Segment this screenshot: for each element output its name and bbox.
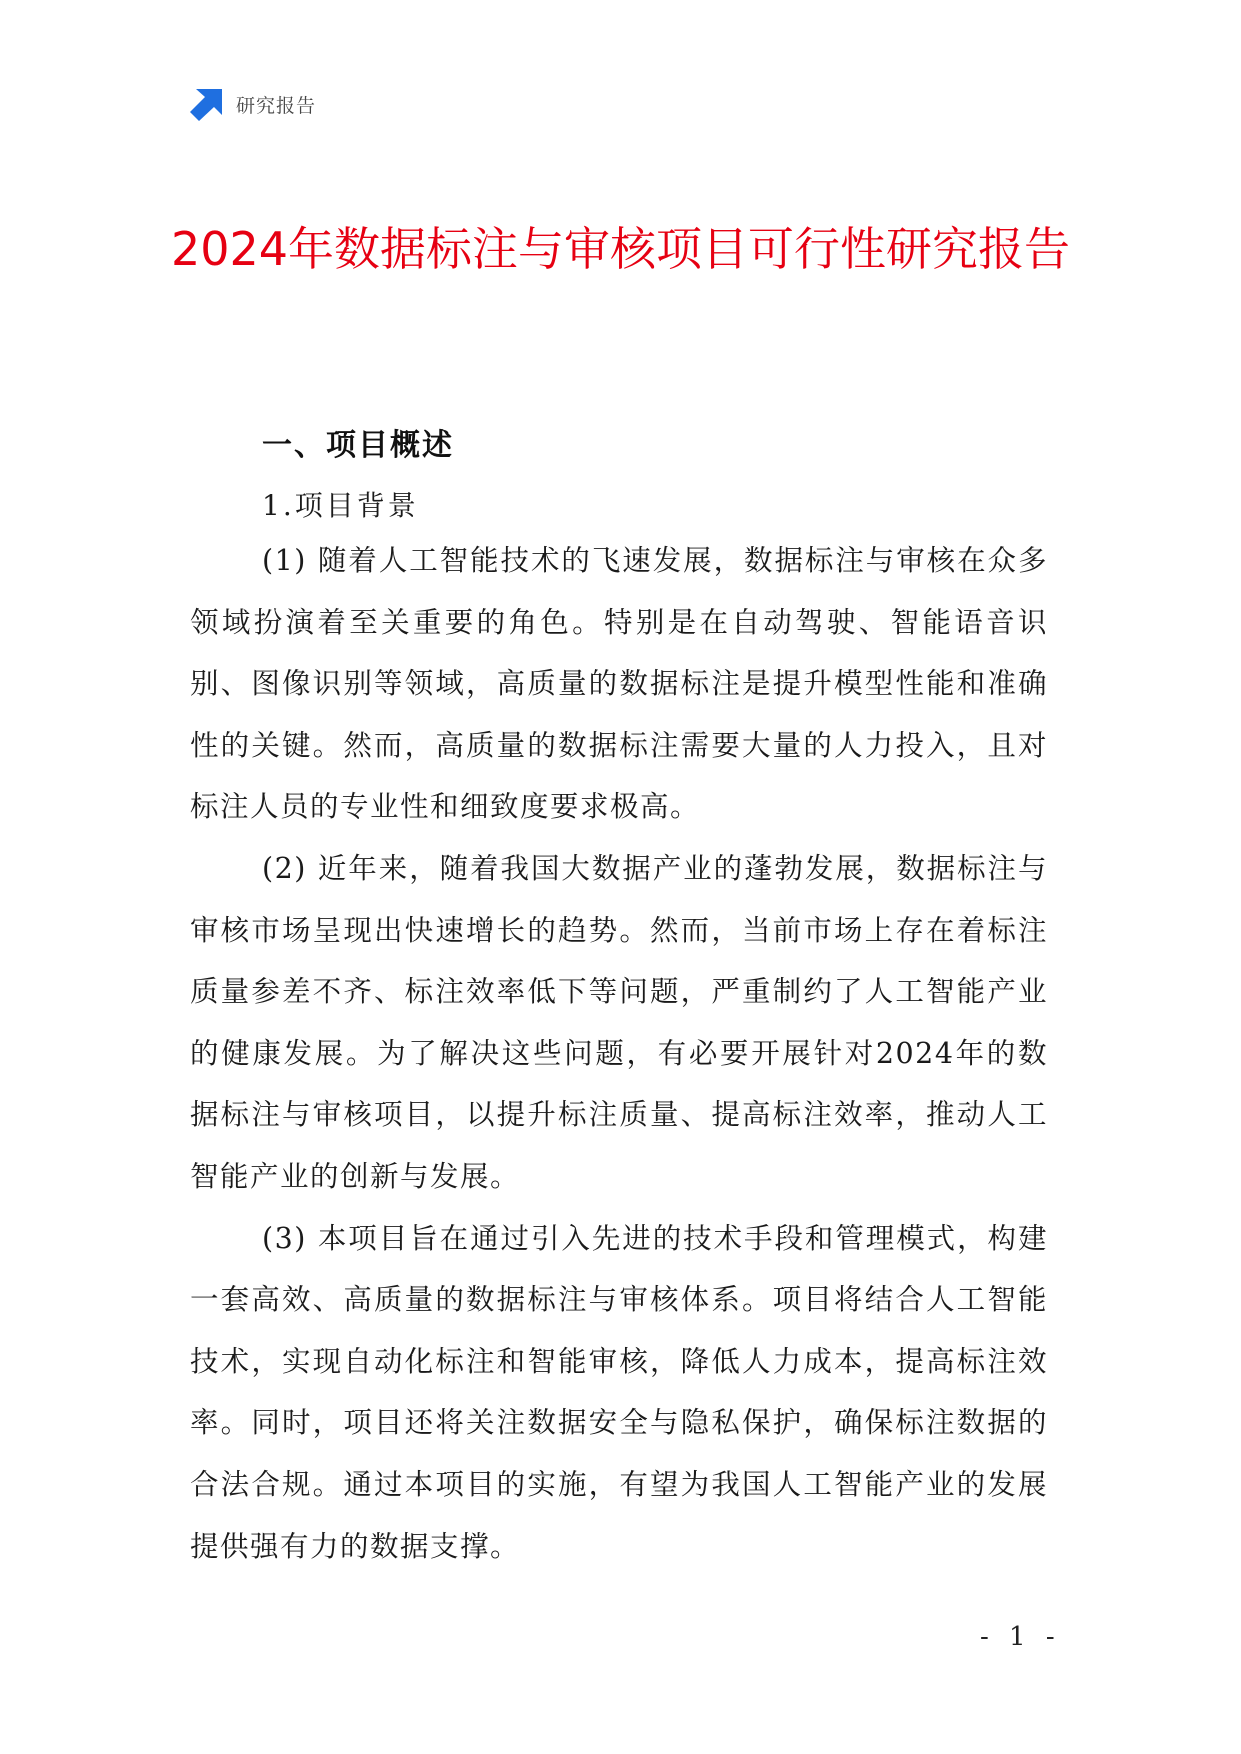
paragraph-3: (3) 本项目旨在通过引入先进的技术手段和管理模式，构建一套高效、高质量的数据标注与审核体系。项目将结合人工智能技术，实现自动化标注和智能审核，降低人力成本，提高标注效率。同时，项目还将关注数据安全与隐私保护，确保标注数据的合法合规。通过本项目的实施，有望为我国人工智能产业的发展提供强有力的数据支撑。 — [190, 1221, 1048, 1563]
page-header — [190, 86, 316, 122]
arrow-up-right-icon — [190, 87, 224, 121]
document-body — [190, 530, 1048, 1577]
header-label: 研究报告 — [236, 94, 317, 117]
document-title: 2024年数据标注与审核项目可行性研究报告 — [170, 222, 1071, 276]
section-heading: 一、项目概述 — [262, 428, 454, 463]
paragraph-2: (2) 近年来，随着我国大数据产业的蓬勃发展，数据标注与审核市场呈现出快速增长的趋势。然而，当前市场上存在着标注质量参差不齐、标注效率低下等问题，严重制约了人工智能产业的健康发展。为了解决这些问题，有必要开展针对2024年的数据标注与审核项目，以提升标注质量、提高标注效率，推动人工智能产业的创新与发展。 — [190, 851, 1048, 1193]
subsection-heading: 1.项目背景 — [262, 489, 419, 522]
paragraph-1: (1) 随着人工智能技术的飞速发展，数据标注与审核在众多领域扮演着至关重要的角色。特别是在自动驾驶、智能语音识别、图像识别等领域，高质量的数据标注是提升模型性能和准确性的关键。然而，高质量的数据标注需要大量的人力投入，且对标注人员的专业性和细致度要求极高。 — [190, 544, 1048, 824]
page-number: - 1 - — [980, 1622, 1061, 1652]
